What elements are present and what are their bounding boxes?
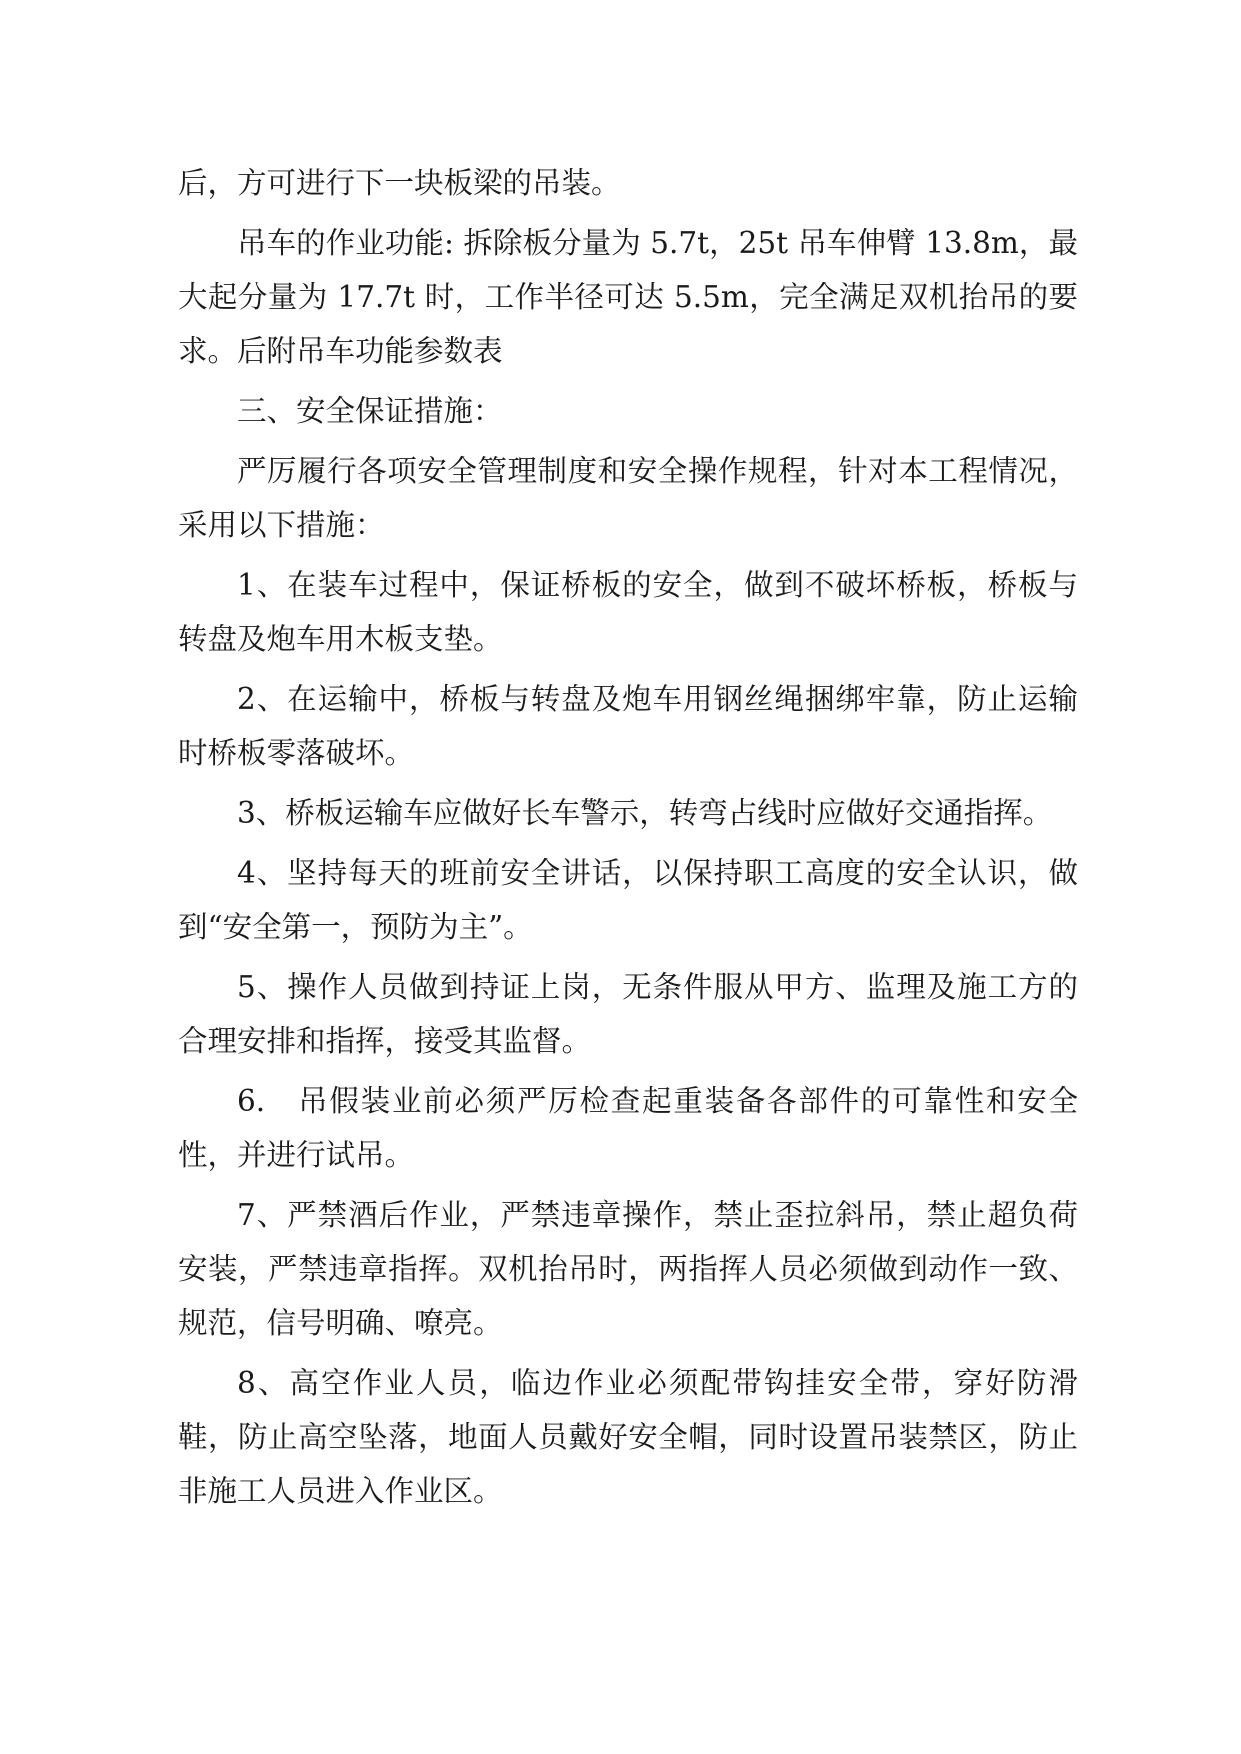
list-item-3: 3、桥板运输车应做好长车警示，转弯占线时应做好交通指挥。 bbox=[237, 796, 1053, 830]
list-item-7: 7、严禁酒后作业，严禁违章操作，禁止歪拉斜吊，禁止超负荷安装，严禁违章指挥。双机抬吊时，两指挥人员必须做到动作一致、规范，信号明确、嘹亮。 bbox=[178, 1198, 1078, 1340]
paragraph-safety-intro: 严厉履行各项安全管理制度和安全操作规程，针对本工程情况，采用以下措施： bbox=[178, 454, 1078, 542]
document-body bbox=[178, 156, 1078, 1524]
list-item-5: 5、操作人员做到持证上岗，无条件服从甲方、监理及施工方的合理安排和指挥，接受其监督。 bbox=[178, 970, 1078, 1058]
section-heading-safety-measures: 三、安全保证措施： bbox=[237, 394, 503, 428]
paragraph-crane-capacity: 吊车的作业功能: 拆除板分量为 5.7t，25t 吊车伸臂 13.8m，最大起分量为 17.7t 时，工作半径可达 5.5m，完全满足双机抬吊的要求。后附吊车功能参数表 bbox=[178, 226, 1078, 368]
list-item-2: 2、在运输中，桥板与转盘及炮车用钢丝绳捆绑牢靠，防止运输时桥板零落破坏。 bbox=[178, 682, 1078, 770]
list-item-6: 6. 吊假装业前必须严厉检查起重装备各部件的可靠性和安全性，并进行试吊。 bbox=[178, 1084, 1078, 1172]
list-item-8: 8、高空作业人员，临边作业必须配带钩挂安全带，穿好防滑鞋，防止高空坠落，地面人员戴好安全帽，同时设置吊装禁区，防止非施工人员进入作业区。 bbox=[178, 1366, 1078, 1508]
list-item-1: 1、在装车过程中，保证桥板的安全，做到不破坏桥板，桥板与转盘及炮车用木板支垫。 bbox=[178, 568, 1078, 656]
list-item-4: 4、坚持每天的班前安全讲话，以保持职工高度的安全认识，做到“安全第一，预防为主”。 bbox=[178, 856, 1078, 944]
paragraph-continuation: 后，方可进行下一块板梁的吊装。 bbox=[178, 166, 621, 200]
